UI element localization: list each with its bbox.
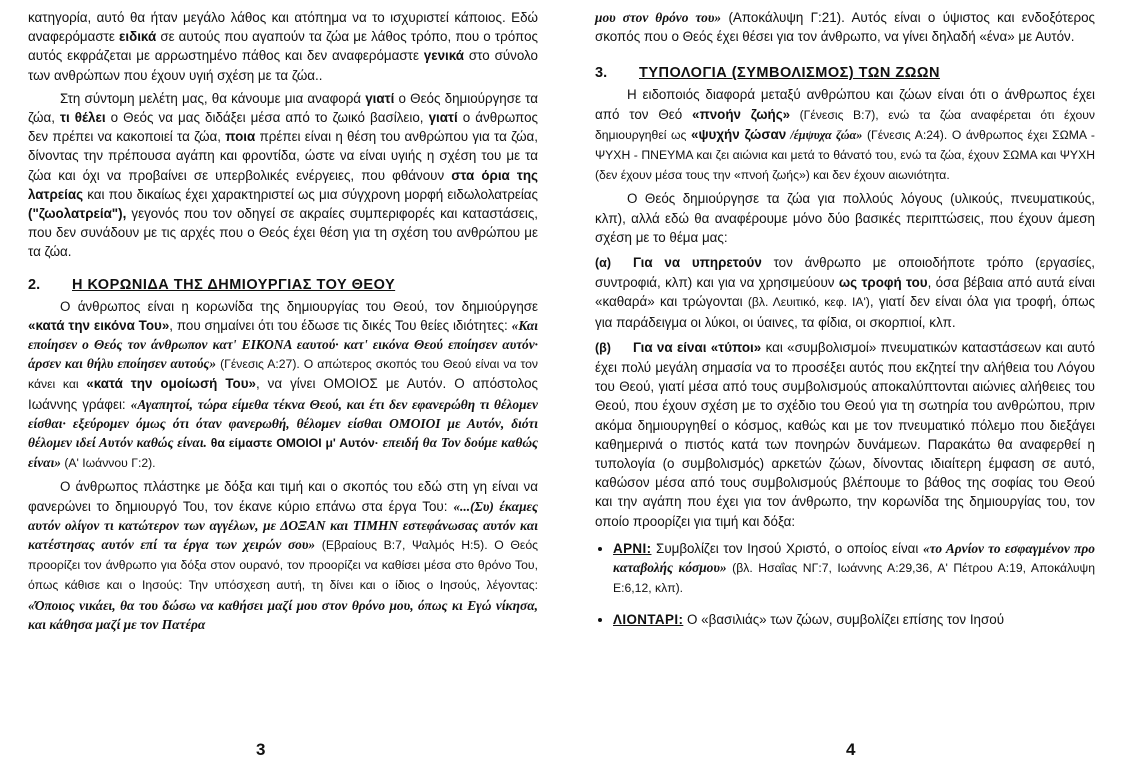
animal-list — [595, 539, 1095, 630]
list-item-liontari: • ΛΙΟΝΤΑΡΙ: Ο «βασιλιάς» των ζώων, συμβολίζει επίσης τον Ιησού — [613, 610, 1095, 629]
left-paragraph-4: Ο άνθρωπος πλάστηκε με δόξα και τιμή και ο σκοπός του εδώ στη γη είναι να φανερώνει το δημιουργό Του, τον έκανε κύριο επάνω στα έργα Του: «...(Συ) έκαμες αυτόν ολίγον τι κατώτερον των αγγέλων, με ΔΟΞΑΝ και ΤΙΜΗΝ εστεφάνωσας αυτόν και κατέστησας αυτόν επί τα έργα των χειρών σου» (Εβραίους Β:7, Ψαλμός Η:5). Ο Θεός προορίζει τον άνθρωπο για δόξα στον ουρανό, τον προορίζει να καθίσει μέσα στο θρόνο Του, όπως κάθισε και ο Ιησούς: Την υπόσχεση αυτή, τη δίνει και ο ίδιος ο Ιησούς, λέγοντας: «Όποιος νικάει, θα του δώσω να καθήσει μαζί μου στον θρόνο μου, όπως κι Εγώ νίκησα, και κάθησα μαζί με τον Πατέρα — [28, 479, 538, 632]
section-heading-3: 3. ΤΥΠΟΛΟΓΙΑ (ΣΥΜΒΟΛΙΣΜΟΣ) ΤΩΝ ΖΩΩΝ — [595, 65, 940, 82]
purpose-alpha: (α) Για να υπηρετούν τον άνθρωπο με οποιοδήποτε τρόπο (εργασίες, συντροφιά, κλπ) και για να χρησιμεύουν ως τροφή του, όσα βέβαια από αυτά είναι «καθαρά» και τρώγονται (βλ. Λευιτικό, κεφ. ΙΑ'), γιατί δεν είναι όλα για τροφή, όπως για παράδειγμα οι λύκοι, οι ύαινες, τα φίδια, οι σκορπιοί, κλπ. — [595, 255, 1096, 330]
right-paragraph-3: Ο Θεός δημιούργησε τα ζώα για πολλούς λόγους (υλικούς, πνευματικούς, κλπ), αλλά εδώ θα αναφέρουμε μόνο δύο βασικές περιπτώσεις, που έχουν άμεση σχέση με το θέμα μας: — [595, 191, 1095, 245]
section-heading-2: 2. Η ΚΟΡΩΝΙΔΑ ΤΗΣ ΔΗΜΙΟΥΡΓΙΑΣ ΤΟΥ ΘΕΟΥ — [28, 276, 396, 293]
right-paragraph-1: μου στον θρόνο του» (Αποκάλυψη Γ:21). Αυτός είναι ο ύψιστος και ενδοξότερος σκοπός που ο Θεός έχει θέσει για τον άνθρωπο, να γίνει δηλαδή «ένα» με Αυτόν. — [595, 10, 1095, 45]
page-number-left: 3 — [256, 740, 266, 759]
purpose-beta: (β) Για να είναι «τύποι» και «συμβολισμοί» πνευματικών καταστάσεων και αυτό έχει πολύ μεγάλη σημασία να το προσέξει αυτός που εκζητεί την αλήθεια του Λόγου του Θεού, γιατί μέσα από τους συμβολισμούς αποκαλύπτονται αιώνιες αλήθειες του Θεού, που έχουν σχέση με το σχέδιο του Θεού για τη σωτηρία του ανθρώπου, πριν ακόμα δημιουργηθεί ο κόσμος, καθώς και με τον πνευματικό πόλεμο που διεξάγει καθημερινά ο πιστός κατά των πονηρών δυνάμεων. Παρακάτω θα αναφερθεί η τυπολογία (ο συμβολισμός) αρκετών ζώων, δίνοντας ιδιαίτερη έμφαση σε αυτό, καθώσον μέσα από τους συμβολισμούς βλέπουμε το βάθος της σοφίας του Θεού και την αγάπη που έχει για τον άνθρωπο, την κορωνίδα της δημιουργίας του, τον οποίο προορίζει για τιμή και δόξα: — [595, 339, 1095, 529]
right-paragraph-2: Η ειδοποιός διαφορά μεταξύ ανθρώπου και ζώων είναι ότι ο άνθρωπος έχει από τον Θεό «πνοήν ζωής» (Γένεσις Β:7), ενώ τα ζώα αναφέρεται ότι έχουν δημιουργηθεί ως «ψυχήν ζώσαν /έμψυχα ζώα» (Γένεσις Α:24). Ο άνθρωπος έχει ΣΩΜΑ - ΨΥΧΗ - ΠΝΕΥΜΑ και ζει αιώνια και μετά το θάνατό του, ενώ τα ζώα, έχουν ΣΩΜΑ και ΨΥΧΗ (δεν έχουν μέσα τους την «πνοή ζωής») και δεν έχουν αιωνιότητα. — [595, 87, 1095, 183]
left-paragraph-2: Στη σύντομη μελέτη μας, θα κάνουμε μια αναφορά γιατί ο Θεός δημιούργησε τα ζώα, τι θέλει ο Θεός να μας διδάξει μέσα από το ζωικό βασίλειο, γιατί ο άνθρωπος δεν πρέπει να κακοποιεί τα ζώα, ποια πρέπει είναι η θέση του ανθρώπου για τα ζώα, δίνοντας την πρέπουσα αγάπη και φροντίδα, ώστε να είναι υγιής η σχέση του με τα ζώα και όχι να προβαίνει σε υπερβολικές ενέργειες, που φθάνουν στα όρια της λατρείας και που δικαίως έχει χαρακτηριστεί ως μια σύγχρονη μορφή ειδωλολατρείας ("ζωολατρεία"), γεγονός που τον οδηγεί σε ακραίες συμπεριφορές και καταστάσεις, που δεν συνάδουν με τις αρχές που ο Θεός έχει θέση για τη σχέση του ανθρώπου με τα ζώα. — [28, 90, 538, 260]
page-number-right: 4 — [846, 740, 856, 759]
list-item-arni: • ΑΡΝΙ: Συμβολίζει τον Ιησού Χριστό, ο οποίος είναι «το Αρνίον το εσφαγμένον προ καταβολής κόσμου» (βλ. Ησαΐας ΝΓ:7, Ιωάννης Α:29,36, Α' Πέτρου Α:19, Αποκάλυψη Ε:6,12, κλπ). — [613, 539, 1095, 599]
left-paragraph-3: Ο άνθρωπος είναι η κορωνίδα της δημιουργίας του Θεού, τον δημιούργησε «κατά την εικόνα Του», που σημαίνει ότι του έδωσε τις δικές Του θείες ιδιότητες: «Και εποίησεν ο Θεός τον άνθρωπον κατ' ΕΙΚΟΝΑ εαυτού· κατ' εικόνα Θεού εποίησεν αυτόν· άρσεν και θήλυ εποίησεν αυτούς» (Γένεσις Α:27). Ο απώτερος σκοπός του Θεού είναι να τον κάνει και «κατά την ομοίωσή Του», να γίνει ΟΜΟΙΟΣ με Αυτόν. Ο απόστολος Ιωάννης γράφει: «Αγαπητοί, τώρα είμεθα τέκνα Θεού, και έτι δεν εφανερώθη τι θέλομεν είσθαι· εξεύρομεν όμως ότι όταν φανερωθή, θέλομεν είσθαι ΟΜΟΙΟΙ με Αυτόν, διότι θέλομεν ιδεί Αυτόν καθώς είναι. θα είμαστε ΟΜΟΙΟΙ μ' Αυτόν· επειδή θα Τον δούμε καθώς είναι» (Α' Ιωάννου Γ:2). — [28, 298, 538, 471]
right-page — [595, 8, 1095, 642]
left-paragraph-1: κατηγορία, αυτό θα ήταν μεγάλο λάθος και ατόπημα να το ισχυριστεί κάποιος. Εδώ αναφερόμαστε ειδικά σε αυτούς που αγαπούν τα ζώα με λάθος τρόπο, που ο τρόπος αυτός εκφράζεται με αρρωστημένο πάθος και δεν αναφερόμαστε γενικά στο σύνολο των ανθρώπων που έχουν υγιή σχέση με τα ζώα.. — [28, 10, 539, 83]
left-page — [28, 8, 538, 638]
